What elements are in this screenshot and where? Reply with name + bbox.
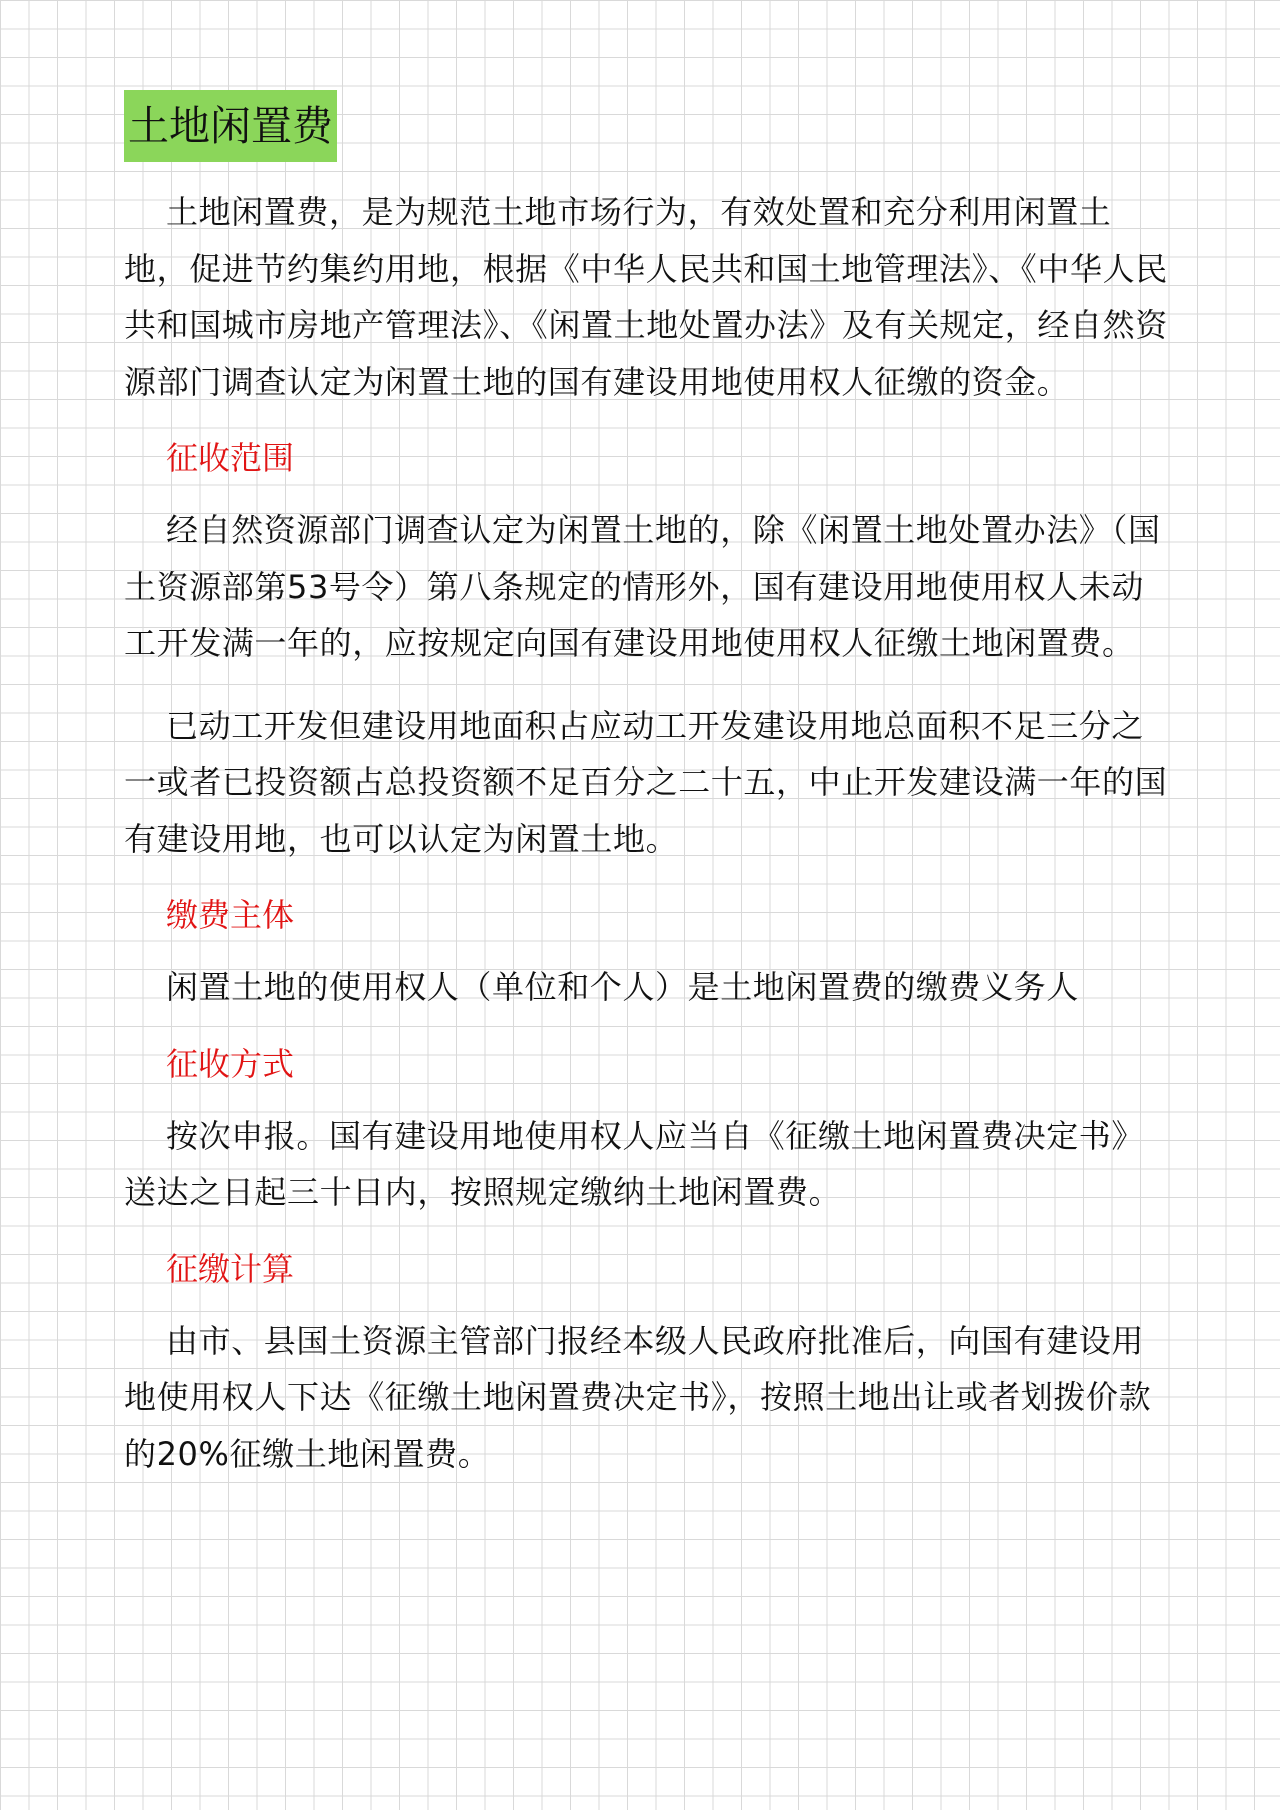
calculation-paragraph: 由市、县国土资源主管部门报经本级人民政府批准后，向国有建设用地使用权人下达《征缴土地闲置费决定书》，按照土地出让或者划拨价款的20%征缴土地闲置费。 — [124, 1321, 1152, 1473]
paragraph-gap — [124, 672, 1169, 698]
scope-paragraph-1: 经自然资源部门调查认定为闲置土地的，除《闲置土地处置办法》（国土资源部第53号令）第八条规定的情形外，国有建设用地使用权人未动工开发满一年的，应按规定向国有建设用地使用权人征缴土地闲置费。 — [124, 511, 1161, 662]
payer-paragraph: 闲置土地的使用权人（单位和个人）是土地闲置费的缴费义务人 — [166, 968, 1079, 1006]
method-paragraph: 按次申报。国有建设用地使用权人应当自《征缴土地闲置费决定书》送达之日起三十日内，按照规定缴纳土地闲置费。 — [124, 1116, 1145, 1211]
intro-paragraph: 土地闲置费，是为规范土地市场行为，有效处置和充分利用闲置土地，促进节约集约用地，根据《中华人民共和国土地管理法》、《中华人民共和国城市房地产管理法》、《闲置土地处置办法》及有关规定，经自然资源部门调查认定为闲置土地的国有建设用地使用权人征缴的资金。 — [124, 193, 1168, 401]
section-heading-payer: 缴费主体 — [166, 896, 295, 934]
section-heading-method: 征收方式 — [166, 1044, 295, 1083]
section-heading-scope: 征收范围 — [166, 439, 295, 477]
scope-paragraph-2: 已动工开发但建设用地面积占应动工开发建设用地总面积不足三分之一或者已投资额占总投资额不足百分之二十五，中止开发建设满一年的国有建设用地，也可以认定为闲置土地。 — [124, 706, 1168, 858]
document-page — [124, 90, 1169, 1482]
page-title: 土地闲置费 — [124, 90, 337, 162]
section-heading-calculation: 征缴计算 — [166, 1249, 295, 1288]
